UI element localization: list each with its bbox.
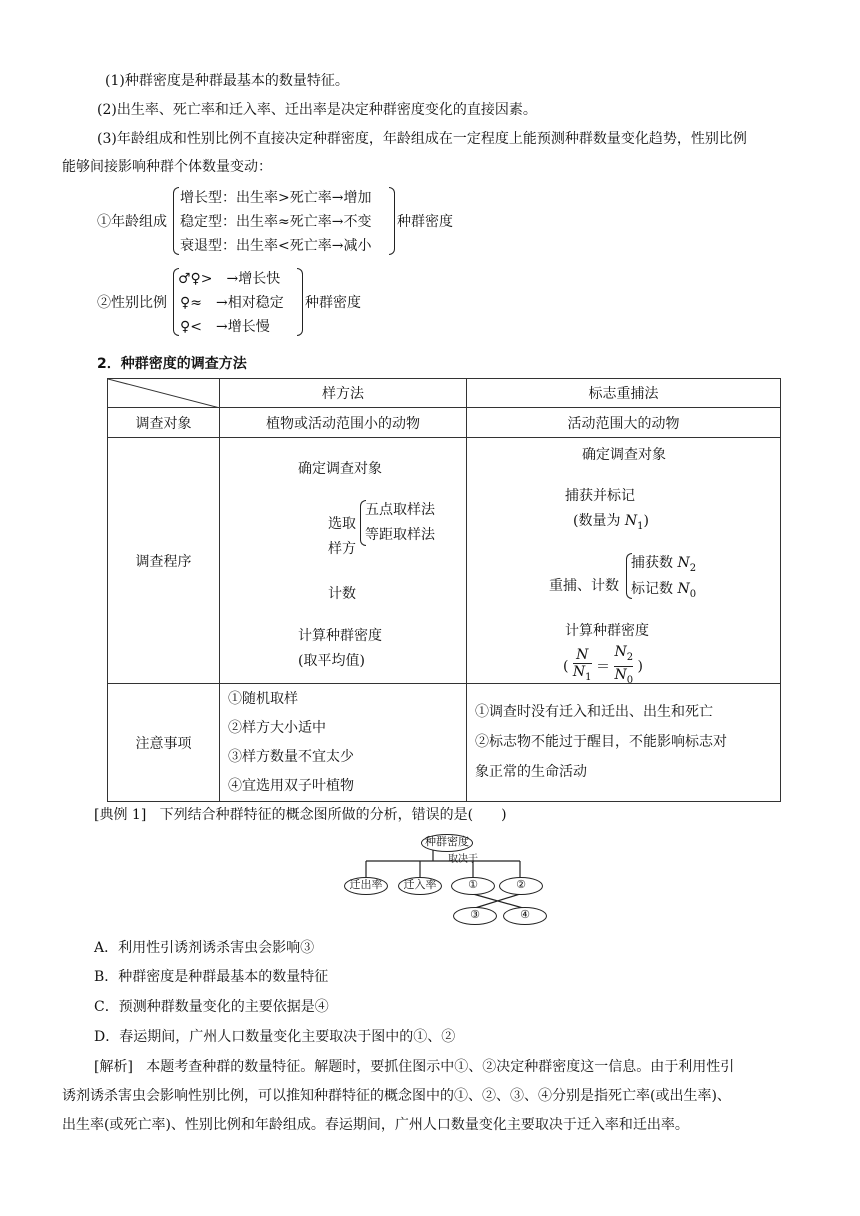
step-text: 样方 [328, 541, 356, 557]
option-d: D．春运期间，广州人口数量变化主要取决于图中的①、② [94, 1029, 456, 1045]
example-question [94, 804, 507, 824]
header-quadrat: 样方法 [220, 379, 467, 408]
node-2: ② [499, 877, 543, 895]
step-text: (数量为 $N_1$) [573, 513, 650, 532]
step-text: 确定调查对象 [582, 447, 666, 463]
step-text: (取平均值) [298, 653, 365, 669]
option-c: C．预测种群数量变化的主要依据是④ [94, 999, 329, 1015]
node-immigration-rate: 迁入率 [398, 877, 442, 895]
age-result: 种群密度 [397, 214, 453, 230]
step-text: 确定调查对象 [298, 461, 382, 477]
quadrat-procedure-cell [220, 438, 467, 684]
survey-table [107, 378, 781, 802]
step-text: 捕获并标记 [565, 488, 635, 504]
sex-label: ②性别比例 [97, 295, 167, 311]
sex-item: ♀< →增长慢 [180, 319, 270, 335]
edge-label: 取决于 [448, 854, 478, 865]
node-4: ④ [503, 907, 547, 925]
analysis-line [94, 1056, 734, 1076]
note-item: ①调查时没有迁入和迁出、出生和死亡 [475, 704, 713, 720]
sex-item: ♀≈ →相对稳定 [180, 295, 284, 311]
note-item: 象正常的生命活动 [475, 764, 587, 780]
option-a: A．利用性引诱剂诱杀害虫会影响③ [94, 940, 315, 956]
note-item: ③样方数量不宜太少 [228, 749, 354, 765]
age-item: 衰退型：出生率<死亡率→减小 [180, 238, 372, 254]
age-item: 稳定型：出生率≈死亡率→不变 [180, 214, 372, 230]
diagonal-line [108, 379, 220, 408]
header-mark-recapture: 标志重捕法 [467, 379, 781, 408]
table-header-row [108, 379, 781, 408]
sex-item: ♂♀> →增长快 [178, 271, 281, 287]
note-item: ④宜选用双子叶植物 [228, 778, 354, 794]
table-row [108, 684, 781, 802]
age-label: ①年龄组成 [97, 214, 167, 230]
table-cell: 活动范围大的动物 [467, 408, 781, 438]
para-2: (2)出生率、死亡率和迁入率、迁出率是决定种群密度变化的直接因素。 [97, 102, 537, 118]
para-3a: (3)年龄组成和性别比例不直接决定种群密度，年龄组成在一定程度上能预测种群数量变化趋势，性别比例 [97, 131, 747, 147]
mark-recapture-procedure-cell [467, 438, 781, 684]
table-row [108, 408, 781, 438]
density-formula: ( $\frac{N}{N_1}$ ＝ $\frac{N_2}{N_0}$ ) [563, 644, 643, 686]
row-label: 注意事项 [108, 684, 220, 802]
sex-result: 种群密度 [305, 295, 361, 311]
note-item: ②样方大小适中 [228, 720, 326, 736]
step-text: 重捕、计数 [549, 578, 619, 594]
row-label: 调查程序 [108, 438, 220, 684]
note-item: ①随机取样 [228, 691, 298, 707]
node-emigration-rate: 迁出率 [344, 877, 388, 895]
analysis-text: 本题考查种群的数量特征。解题时，要抓住图示中①、②决定种群密度这一信息。由于利用性引 [146, 1059, 735, 1075]
left-brace [173, 187, 179, 255]
note-item: ②标志物不能过于醒目，不能影响标志对 [475, 734, 727, 750]
age-item: 增长型：出生率>死亡率→增加 [180, 190, 372, 206]
analysis-line: 诱剂诱杀害虫会影响性别比例，可以推知种群特征的概念图中的①、②、③、④分别是指死亡率(或出生率)、 [62, 1088, 731, 1104]
row-label: 调查对象 [108, 408, 220, 438]
node-3: ③ [453, 907, 497, 925]
table-row [108, 438, 781, 684]
option-text: 标记数 $N_0$ [631, 581, 697, 600]
step-text: 计数 [328, 586, 356, 602]
right-brace [389, 187, 395, 255]
method-option: 五点取样法 [365, 502, 435, 518]
option-text: 捕获数 $N_2$ [631, 555, 697, 574]
mark-recapture-notes-cell [467, 684, 781, 802]
node-population-density: 种群密度 [421, 834, 473, 852]
quadrat-notes-cell [220, 684, 467, 802]
table-cell: 植物或活动范围小的动物 [220, 408, 467, 438]
node-1: ① [451, 877, 495, 895]
section-title: 2．种群密度的调查方法 [97, 356, 247, 372]
para-1: (1)种群密度是种群最基本的数量特征。 [105, 73, 349, 89]
example-tag: [典例 1] [94, 807, 147, 823]
step-text: 计算种群密度 [298, 628, 382, 644]
question-text: 下列结合种群特征的概念图所做的分析，错误的是( ) [159, 807, 507, 823]
step-text: 计算种群密度 [565, 623, 649, 639]
analysis-line: 出生率(或死亡率)、性别比例和年龄组成。春运期间，广州人口数量变化主要取决于迁入率和迁出率。 [62, 1117, 689, 1133]
option-b: B．种群密度是种群最基本的数量特征 [94, 969, 329, 985]
diagonal-header-cell [108, 379, 220, 408]
analysis-tag: [解析] [94, 1059, 133, 1075]
right-brace [297, 268, 303, 336]
step-text: 选取 [328, 516, 356, 532]
para-3b: 能够间接影响种群个体数量变动： [62, 159, 272, 175]
method-option: 等距取样法 [365, 527, 435, 543]
